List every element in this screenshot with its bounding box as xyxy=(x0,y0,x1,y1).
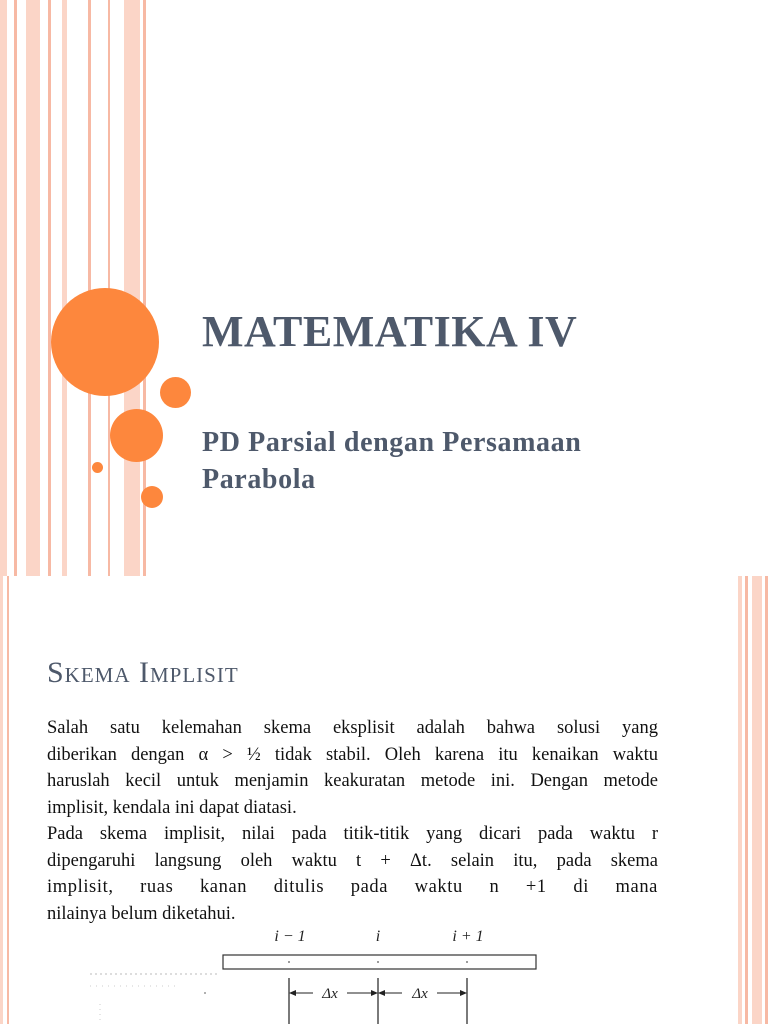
arrow-right-icon xyxy=(460,990,467,996)
arrow-right-icon xyxy=(371,990,378,996)
content-slide xyxy=(0,576,768,1024)
grid-label: i + 1 xyxy=(452,928,484,945)
decorative-circle xyxy=(92,462,103,473)
body-line: diberikan dengan α > ½ tidak stabil. Oleh karena itu kenaikan waktu xyxy=(47,744,658,765)
body-line: dipengaruhi langsung oleh waktu t + Δt. selain itu, pada skema xyxy=(47,850,658,871)
arrow-left-icon xyxy=(289,990,296,996)
decorative-stripe xyxy=(0,0,7,576)
decorative-stripe xyxy=(745,576,748,1024)
grid-diagram xyxy=(85,922,555,1024)
decorative-circle xyxy=(110,409,163,462)
subtitle-line: PD Parsial dengan Persamaan xyxy=(202,427,582,458)
spacing-label: Δx xyxy=(412,986,428,1002)
arrow-left-icon xyxy=(378,990,385,996)
grid-point xyxy=(288,961,290,963)
decorative-stripe xyxy=(62,0,67,576)
body-text xyxy=(47,715,658,927)
body-line: implisit, kendala ini dapat diatasi. xyxy=(47,797,297,818)
spacing-label: Δx xyxy=(322,986,338,1002)
decorative-stripe xyxy=(738,576,742,1024)
decorative-stripe xyxy=(124,0,140,576)
body-line: haruslah kecil untuk menjamin keakuratan metode ini. Dengan metode xyxy=(47,771,658,791)
decorative-stripe xyxy=(88,0,91,576)
body-line: Salah satu kelemahan skema eksplisit adalah bahwa solusi yang xyxy=(47,718,658,738)
grid-bar xyxy=(223,955,536,969)
decorative-circle xyxy=(160,377,191,408)
decorative-stripe xyxy=(48,0,51,576)
slide-subtitle xyxy=(202,424,722,498)
body-line: nilainya belum diketahui. xyxy=(47,903,236,924)
grid-point xyxy=(377,961,379,963)
decorative-circle-large xyxy=(51,288,159,396)
body-line: implisit, ruas kanan ditulis pada waktu n +1 di mana xyxy=(47,877,658,897)
decorative-stripe xyxy=(7,576,9,1024)
grid-point xyxy=(466,961,468,963)
section-title: Skema Implisit xyxy=(47,656,239,689)
grid-label: i − 1 xyxy=(274,928,306,945)
grid-label: i xyxy=(375,928,381,945)
decorative-stripe xyxy=(26,0,40,576)
decorative-stripe xyxy=(752,576,762,1024)
decorative-circle xyxy=(141,486,163,508)
subtitle-line: Parabola xyxy=(202,464,316,495)
scan-noise xyxy=(204,992,206,994)
decorative-stripe xyxy=(0,576,3,1024)
body-line: Pada skema implisit, nilai pada titik-titik yang dicari pada waktu r xyxy=(47,824,658,844)
slide-title: MATEMATIKA IV xyxy=(202,307,578,356)
decorative-stripe xyxy=(14,0,17,576)
